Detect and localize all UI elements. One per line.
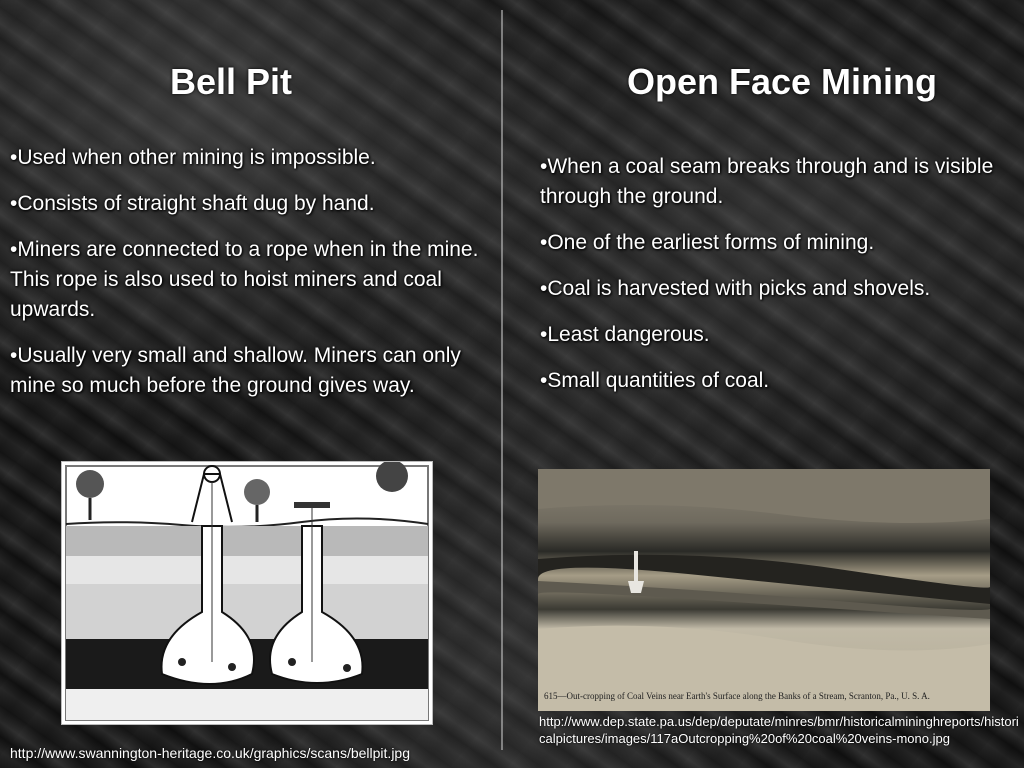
bell-pit-drawing [62,462,432,724]
bullet-item: •Used when other mining is impossible. [10,146,376,169]
photo-caption: 615—Out-cropping of Coal Veins near Earth's Surface along the Banks of a Stream, Scranton, Pa., U. S. A. [544,691,930,701]
column-divider [501,10,503,750]
bell-pit-bullet-list [10,143,490,417]
coal-outcrop-photo [538,469,990,711]
bullet-item: •Usually very small and shallow. Miners can only mine so much before the ground gives way. [10,344,461,397]
bullet-item: •Least dangerous. [540,323,710,346]
open-face-mining-title: Open Face Mining [626,61,938,102]
bullet-item: •When a coal seam breaks through and is visible through the ground. [540,155,994,208]
bullet-item: •Consists of straight shaft dug by hand. [10,192,375,215]
bullet-item: •Coal is harvested with picks and shovels. [540,277,931,300]
bullet-item: •One of the earliest forms of mining. [540,231,875,254]
bell-pit-title: Bell Pit [169,61,293,102]
bullet-item: •Miners are connected to a rope when in the mine. This rope is also used to hoist miners and coal upwards. [10,238,479,321]
outcrop-photo-drawing [538,469,990,711]
bullet-item: •Small quantities of coal. [540,369,770,392]
outcrop-image-credit-link[interactable]: http://www.dep.state.pa.us/dep/deputate/minres/bmr/historicalmininghreports/historicalpictures/images/117aOutcropping%20of%20coal%20veins-mono.jpg [539,714,1019,746]
bell-pit-diagram [61,461,433,725]
bell-pit-image-credit-link[interactable]: http://www.swannington-heritage.co.uk/graphics/scans/bellpit.jpg [10,745,410,761]
open-face-bullet-list [540,152,1020,412]
